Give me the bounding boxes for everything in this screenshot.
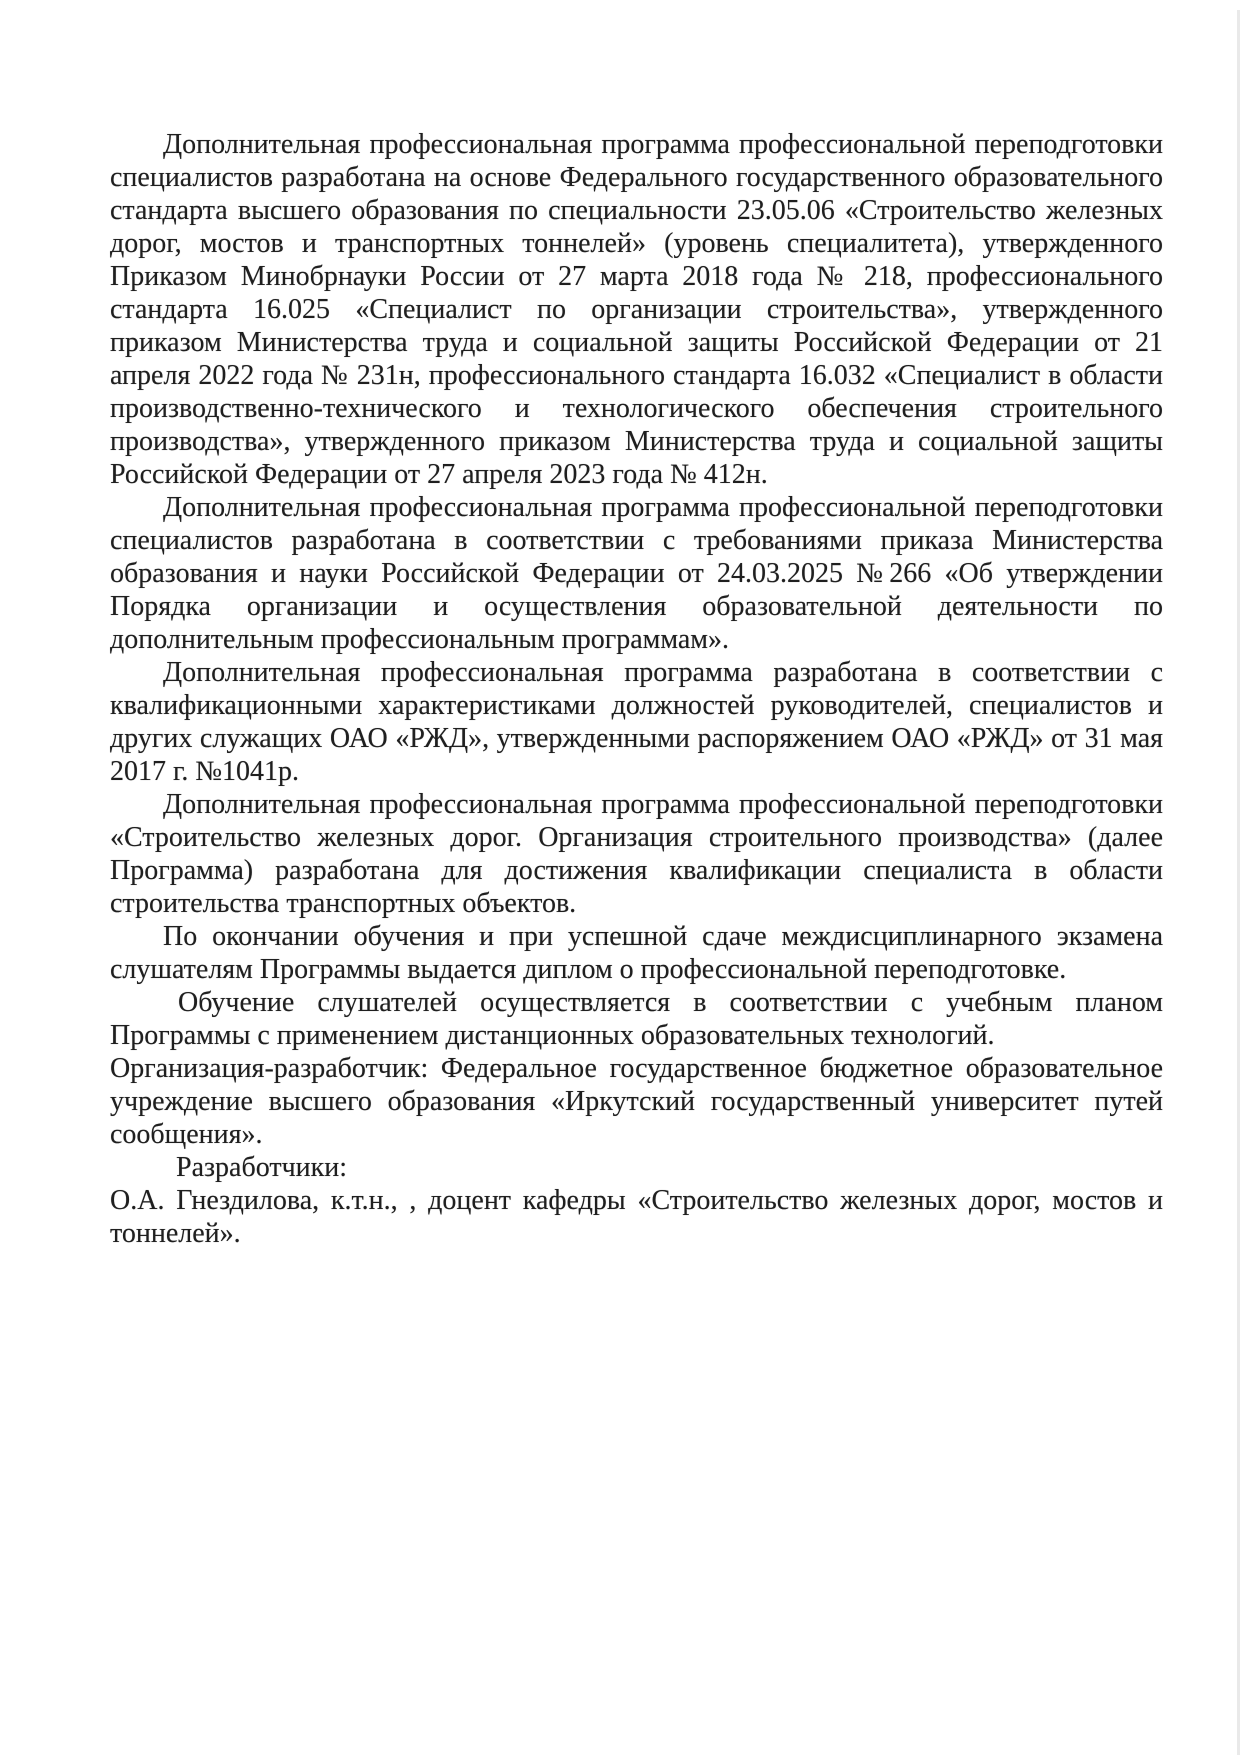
paragraph-program-purpose: Дополнительная профессиональная программа профессиональной переподготовки «Строительство железных дорог. Организация строительного производства» (далее Программа) разработана для достижения квалификации специалиста в области строительства транспортных объектов. [110, 789, 1163, 919]
paragraph-ministry-order: Дополнительная профессиональная программа профессиональной переподготовки специалистов разработана в соответствии с требованиями приказа Министерства образования и науки Российской Федерации от 24.03.2025 №266 «Об утверждении Порядка организации и осуществления образовательной деятельности по дополнительным профессиональным программам». [110, 492, 1163, 655]
paragraph-program-basis: Дополнительная профессиональная программа профессиональной переподготовки специалистов разработана на основе Федерального государственного образовательного стандарта высшего образования по специальности 23.05.06 «Строительство железных дорог, мостов и транспортных тоннелей» (уровень специалитета), утвержденного Приказом Минобрнауки России от 27 марта 2018 года № 218, профессионального стандарта 16.025 «Специалист по организации строительства», утвержденного приказом Министерства труда и социальной защиты Российской Федерации от 21 апреля 2022 года № 231н, профессионального стандарта 16.032 «Специалист в области производственно-технического и технологического обеспечения строительного производства», утвержденного приказом Министерства труда и социальной защиты Российской Федерации от 27 апреля 2023 года № 412н. [110, 129, 1163, 490]
paragraph-distance-learning: Обучение слушателей осуществляется в соответствии с учебным планом Программы с применением дистанционных образовательных технологий. [110, 987, 1163, 1051]
paragraph-diploma: По окончании обучения и при успешной сдаче междисциплинарного экзамена слушателям Программы выдается диплом о профессиональной переподготовке. [110, 921, 1163, 985]
scan-edge-artifact [1237, 10, 1240, 1755]
developer-entry: О.А. Гнездилова, к.т.н., , доцент кафедры «Строительство железных дорог, мостов и тоннелей». [110, 1185, 1163, 1249]
document-text-block [110, 128, 1163, 1250]
paragraph-developer-organization: Организация-разработчик: Федеральное государственное бюджетное образовательное учреждение высшего образования «Иркутский государственный университет путей сообщения». [110, 1053, 1163, 1150]
developers-heading: Разработчики: [176, 1152, 348, 1183]
paragraph-rzd-qualification: Дополнительная профессиональная программа разработана в соответствии с квалификационными характеристиками должностей руководителей, специалистов и других служащих ОАО «РЖД», утвержденными распоряжением ОАО «РЖД» от 31 мая 2017 г. №1041р. [110, 657, 1163, 787]
